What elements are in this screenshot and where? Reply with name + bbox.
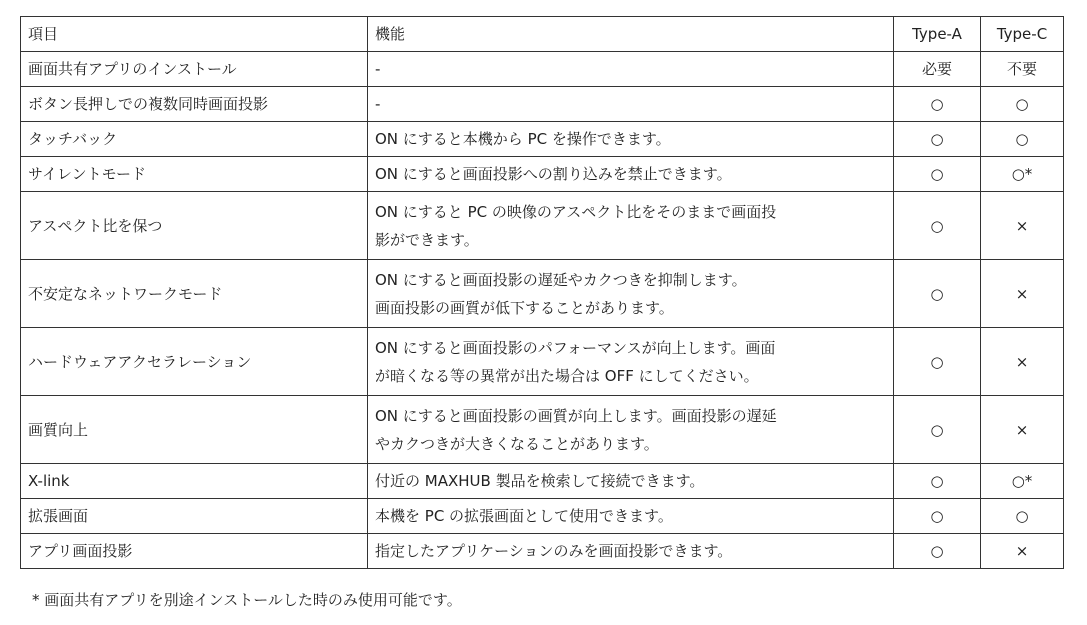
item-cell: 拡張画面 bbox=[21, 499, 368, 534]
table-row bbox=[21, 157, 1064, 192]
feature-description-line: やカクつきが大きくなることがあります。 bbox=[375, 434, 659, 453]
type-c-support-cell: × bbox=[981, 260, 1064, 328]
footnote: * 画面共有アプリを別途インストールした時のみ使用可能です。 bbox=[32, 591, 462, 609]
type-c-support-cell: ○ bbox=[981, 122, 1064, 157]
type-a-support-cell: 必要 bbox=[894, 52, 981, 87]
type-a-support-cell: ○ bbox=[894, 499, 981, 534]
table-row bbox=[21, 396, 1064, 464]
feature-description-cell bbox=[368, 52, 894, 87]
feature-description-line: ON にすると本機から PC を操作できます。 bbox=[375, 130, 671, 148]
table-row bbox=[21, 122, 1064, 157]
table-row bbox=[21, 328, 1064, 396]
feature-description-line: が暗くなる等の異常が出た場合は OFF にしてください。 bbox=[375, 366, 759, 385]
type-c-support-cell: ○ bbox=[981, 499, 1064, 534]
type-c-support-cell: 不要 bbox=[981, 52, 1064, 87]
type-c-support-cell: ○* bbox=[981, 464, 1064, 499]
type-a-support-cell: ○ bbox=[894, 87, 981, 122]
header-feature: 機能 bbox=[368, 17, 894, 52]
type-c-support-cell: × bbox=[981, 534, 1064, 569]
table-row bbox=[21, 192, 1064, 260]
feature-description-line: - bbox=[375, 95, 381, 113]
type-a-support-cell: ○ bbox=[894, 122, 981, 157]
item-cell: X-link bbox=[21, 464, 368, 499]
feature-description-cell bbox=[368, 87, 894, 122]
table-row bbox=[21, 499, 1064, 534]
feature-description-cell bbox=[368, 534, 894, 569]
feature-description-cell bbox=[368, 396, 894, 464]
feature-description-cell bbox=[368, 260, 894, 328]
feature-description-line: ON にすると画面投影のパフォーマンスが向上します。画面 bbox=[375, 338, 776, 357]
table-row bbox=[21, 464, 1064, 499]
type-a-support-cell: ○ bbox=[894, 534, 981, 569]
type-a-support-cell: ○ bbox=[894, 396, 981, 464]
feature-description-line: 画面投影の画質が低下することがあります。 bbox=[375, 298, 674, 317]
item-cell: 画面共有アプリのインストール bbox=[21, 52, 368, 87]
feature-description-line: 本機を PC の拡張画面として使用できます。 bbox=[375, 507, 673, 525]
feature-description-cell bbox=[368, 192, 894, 260]
table-row bbox=[21, 260, 1064, 328]
header-type-a: Type-A bbox=[894, 17, 981, 52]
feature-description-cell bbox=[368, 157, 894, 192]
feature-description-cell bbox=[368, 328, 894, 396]
type-c-support-cell: × bbox=[981, 396, 1064, 464]
feature-description-line: - bbox=[375, 60, 381, 78]
feature-description-line: 影ができます。 bbox=[375, 230, 479, 249]
item-cell: アスペクト比を保つ bbox=[21, 192, 368, 260]
item-cell: 不安定なネットワークモード bbox=[21, 260, 368, 328]
table-body bbox=[21, 52, 1064, 569]
feature-comparison-sheet bbox=[20, 16, 1064, 569]
type-a-support-cell: ○ bbox=[894, 328, 981, 396]
feature-description-line: ON にすると画面投影への割り込みを禁止できます。 bbox=[375, 165, 732, 183]
header-type-c: Type-C bbox=[981, 17, 1064, 52]
feature-description-line: 指定したアプリケーションのみを画面投影できます。 bbox=[375, 542, 733, 560]
item-cell: 画質向上 bbox=[21, 396, 368, 464]
feature-description-line: ON にすると画面投影の画質が向上します。画面投影の遅延 bbox=[375, 406, 777, 425]
table-header-row bbox=[21, 17, 1064, 52]
type-c-support-cell: × bbox=[981, 328, 1064, 396]
feature-description-line: ON にすると画面投影の遅延やカクつきを抑制します。 bbox=[375, 270, 747, 289]
type-c-support-cell: × bbox=[981, 192, 1064, 260]
feature-description-line: ON にすると PC の映像のアスペクト比をそのままで画面投 bbox=[375, 202, 777, 221]
feature-description-cell bbox=[368, 122, 894, 157]
table-row bbox=[21, 52, 1064, 87]
type-c-support-cell: ○ bbox=[981, 87, 1064, 122]
feature-description-cell bbox=[368, 499, 894, 534]
item-cell: ハードウェアアクセラレーション bbox=[21, 328, 368, 396]
type-a-support-cell: ○ bbox=[894, 192, 981, 260]
table-row bbox=[21, 534, 1064, 569]
item-cell: ボタン長押しでの複数同時画面投影 bbox=[21, 87, 368, 122]
feature-description-cell bbox=[368, 464, 894, 499]
item-cell: アプリ画面投影 bbox=[21, 534, 368, 569]
item-cell: サイレントモード bbox=[21, 157, 368, 192]
item-cell: タッチバック bbox=[21, 122, 368, 157]
type-a-support-cell: ○ bbox=[894, 157, 981, 192]
type-c-support-cell: ○* bbox=[981, 157, 1064, 192]
feature-comparison-table bbox=[20, 16, 1064, 569]
feature-description-line: 付近の MAXHUB 製品を検索して接続できます。 bbox=[375, 472, 705, 490]
type-a-support-cell: ○ bbox=[894, 464, 981, 499]
table-row bbox=[21, 87, 1064, 122]
header-item: 項目 bbox=[21, 17, 368, 52]
type-a-support-cell: ○ bbox=[894, 260, 981, 328]
